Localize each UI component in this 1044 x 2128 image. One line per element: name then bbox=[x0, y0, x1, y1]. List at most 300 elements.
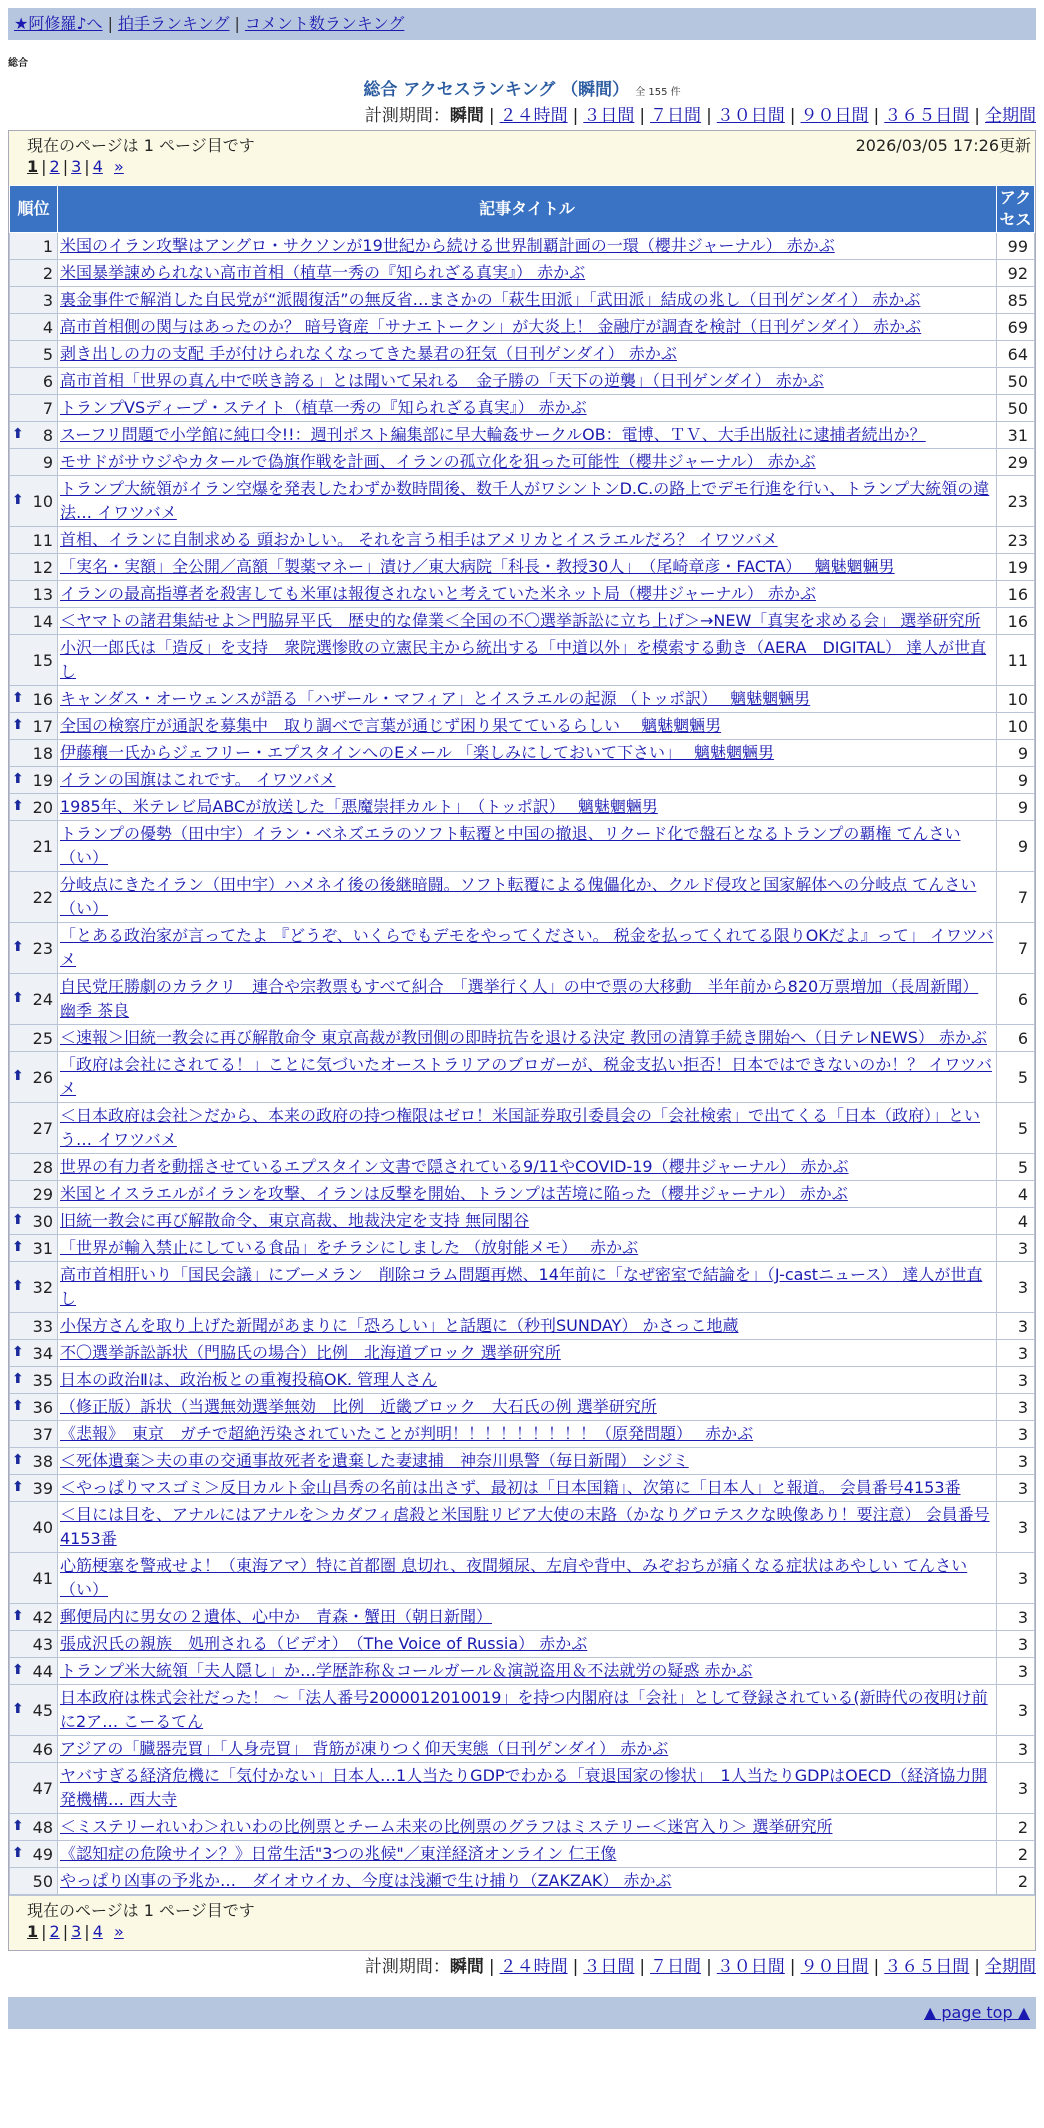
rank-number: 39 bbox=[32, 1478, 53, 1498]
pager-separator: | bbox=[62, 157, 69, 176]
article-link[interactable]: 剥き出しの力の支配 手が付けられなくなってきた暴君の狂気（日刊ゲンダイ） 赤かぶ bbox=[60, 344, 677, 363]
pager-separator: | bbox=[84, 1922, 90, 1941]
rank-number: 10 bbox=[32, 491, 53, 511]
pager-link-»[interactable]: » bbox=[113, 157, 124, 176]
pager-current-page: 1 bbox=[27, 157, 39, 176]
table-row bbox=[10, 527, 1035, 554]
title-cell bbox=[58, 1502, 997, 1553]
title-cell bbox=[58, 821, 997, 872]
article-link[interactable]: モサドがサウジやカタールで偽旗作戦を計画、イランの孤立化を狙った可能性（櫻井ジャーナル） 赤かぶ bbox=[60, 452, 816, 471]
title-cell bbox=[58, 287, 997, 314]
article-link[interactable]: トランプの優勢（田中宇）イラン・ベネズエラのソフト転覆と中国の撤退、リクード化で盤石となるトランプの覇権 てんさい（い） bbox=[60, 824, 961, 867]
pager-link-2[interactable]: 2 bbox=[49, 1922, 60, 1941]
rank-cell bbox=[10, 686, 58, 713]
article-link[interactable]: 首相、イランに自制求める 頭おかしい。 それを言う相手はアメリカとイスラエルだろ？ イワツバメ bbox=[60, 530, 778, 549]
title-cell bbox=[58, 608, 997, 635]
rank-cell bbox=[10, 713, 58, 740]
nav-separator: | bbox=[234, 14, 240, 33]
article-link[interactable]: スーフリ問題で小学館に純口令!!：週刊ポスト編集部に早大輪姦サークルOB：電博、ＴＶ、大手出版社に逮捕者続出か？ bbox=[60, 425, 926, 444]
rank-number: 4 bbox=[42, 317, 53, 337]
pager-link-3[interactable]: 3 bbox=[71, 1922, 82, 1941]
rank-number: 34 bbox=[32, 1343, 53, 1363]
article-link[interactable]: ＜日本政府は会社＞だから、本来の政府の持つ権限はゼロ！米国証券取引委員会の「会社検索」で出てくる「日本（政府）」という… イワツバメ bbox=[60, 1106, 981, 1149]
rank-cell bbox=[10, 608, 58, 635]
title-cell bbox=[58, 1631, 997, 1658]
article-link[interactable]: 日本の政治Ⅱは、政治板との重複投稿OK. 管理人さん bbox=[60, 1370, 438, 1389]
rank-number: 45 bbox=[32, 1700, 53, 1720]
period-selector bbox=[8, 104, 1036, 128]
rank-cell bbox=[10, 1052, 58, 1103]
article-link[interactable]: 自民党圧勝劇のカラクリ 連合や宗教票もすべて糾合 「選挙行く人」の中で票の大移動 半年前から820万票増加（長周新聞） 幽季 茶良 bbox=[60, 977, 979, 1020]
table-row bbox=[10, 1841, 1035, 1868]
table-row bbox=[10, 260, 1035, 287]
article-link[interactable]: 世界の有力者を動揺させているエプスタイン文書で隠されている9/11やCOVID-19（櫻井ジャーナル） 赤かぶ bbox=[60, 1157, 849, 1176]
rank-number: 35 bbox=[32, 1370, 53, 1390]
rank-cell bbox=[10, 767, 58, 794]
article-link[interactable]: トランプ大統領がイラン空爆を発表したわずか数時間後、数千人がワシントンD.C.の路上でデモ行進を行い、トランプ大統領の違法… イワツバメ bbox=[60, 479, 990, 522]
up-arrow-icon: ⬆ bbox=[12, 1845, 24, 1861]
period-link-3[interactable]: ３０日間 bbox=[716, 106, 785, 126]
pager-separator: | bbox=[41, 1922, 47, 1941]
article-link[interactable]: 米国とイスラエルがイランを攻撃、イランは反撃を開始、トランプは苦境に陥った（櫻井ジャーナル） 赤かぶ bbox=[60, 1184, 848, 1203]
article-link[interactable]: 小保方さんを取り上げた新聞があまりに「恐ろしい」と話題に（秒刊SUNDAY） かさっこ地蔵 bbox=[60, 1316, 739, 1335]
article-link[interactable]: ＜目には目を、アナルにはアナルを＞カダフィ虐殺と米国駐リビア大使の末路（かなりグロテスクな映像あり！要注意） 会員番号4153番 bbox=[60, 1505, 990, 1548]
rank-cell bbox=[10, 1421, 58, 1448]
rank-cell bbox=[10, 1553, 58, 1604]
rank-number: 33 bbox=[32, 1316, 53, 1336]
table-row bbox=[10, 1367, 1035, 1394]
page-info-bottom bbox=[9, 1895, 1035, 1950]
rank-number: 32 bbox=[32, 1277, 53, 1297]
title-cell bbox=[58, 1685, 997, 1736]
title-cell bbox=[58, 1394, 997, 1421]
title-cell bbox=[58, 1367, 997, 1394]
table-row bbox=[10, 1631, 1035, 1658]
table-row bbox=[10, 341, 1035, 368]
period-selector-bottom bbox=[8, 1955, 1036, 1979]
title-cell bbox=[58, 1475, 997, 1502]
period-separator: | bbox=[639, 106, 646, 126]
access-count: 3 bbox=[997, 1685, 1035, 1736]
updated-timestamp: 2026/03/05 17:26更新 bbox=[855, 136, 1031, 155]
access-count: 16 bbox=[997, 581, 1035, 608]
rank-number: 29 bbox=[32, 1184, 53, 1204]
rank-cell bbox=[10, 1604, 58, 1631]
rank-number: 15 bbox=[32, 650, 53, 670]
up-arrow-icon: ⬆ bbox=[12, 1278, 24, 1294]
section-label: 総合 bbox=[8, 58, 28, 69]
rank-cell bbox=[10, 1262, 58, 1313]
access-count: 3 bbox=[997, 1367, 1035, 1394]
current-page-text: 現在のページは 1 ページ目です bbox=[27, 1901, 255, 1920]
rank-cell bbox=[10, 476, 58, 527]
rank-number: 46 bbox=[32, 1739, 53, 1759]
period-link-0[interactable]: ２４時間 bbox=[499, 106, 568, 126]
title-cell bbox=[58, 1841, 997, 1868]
article-link[interactable]: ヤバすぎる経済危機に「気付かない」日本人…1人当たりGDPでわかる「衰退国家の惨状」 1人当たりGDPはOECD（経済協力開発機構… 西大寺 bbox=[60, 1766, 988, 1809]
period-link-2[interactable]: ７日間 bbox=[650, 106, 702, 126]
rank-number: 23 bbox=[32, 938, 53, 958]
access-count: 3 bbox=[997, 1421, 1035, 1448]
up-arrow-icon: ⬆ bbox=[12, 1371, 24, 1387]
title-cell bbox=[58, 1025, 997, 1052]
rank-cell bbox=[10, 368, 58, 395]
access-count: 10 bbox=[997, 713, 1035, 740]
page-top-link[interactable]: ▲ page top ▲ bbox=[923, 2003, 1030, 2022]
access-count: 3 bbox=[997, 1262, 1035, 1313]
period-separator: | bbox=[706, 1957, 712, 1977]
access-count: 3 bbox=[997, 1448, 1035, 1475]
pager-link-»[interactable]: » bbox=[113, 1922, 124, 1941]
access-count: 9 bbox=[997, 821, 1035, 872]
rank-cell bbox=[10, 233, 58, 260]
table-header-row bbox=[10, 186, 1035, 233]
title-cell bbox=[58, 554, 997, 581]
access-count: 6 bbox=[997, 1025, 1035, 1052]
table-row bbox=[10, 1604, 1035, 1631]
article-link[interactable]: トランプ米大統領「夫人隠し」か…学歴詐称＆コールガール＆演説盗用＆不法就労の疑惑 赤かぶ bbox=[60, 1661, 753, 1680]
rank-cell bbox=[10, 1208, 58, 1235]
pager-link-4[interactable]: 4 bbox=[92, 1922, 103, 1941]
rank-cell bbox=[10, 449, 58, 476]
rank-cell bbox=[10, 974, 58, 1025]
title-cell bbox=[58, 635, 997, 686]
rank-cell bbox=[10, 740, 58, 767]
pager-link-3[interactable]: 3 bbox=[71, 157, 82, 176]
access-count: 11 bbox=[997, 635, 1035, 686]
access-count: 9 bbox=[997, 767, 1035, 794]
period-link-1[interactable]: ３日間 bbox=[583, 1957, 635, 1977]
column-header-access: アクセス bbox=[997, 186, 1035, 233]
rank-number: 28 bbox=[32, 1157, 53, 1177]
footer-bar bbox=[8, 1997, 1036, 2029]
rank-number: 31 bbox=[32, 1238, 53, 1258]
article-link[interactable]: ＜死体遺棄＞夫の車の交通事故死者を遺棄した妻逮捕 神奈川県警（毎日新聞） シジミ bbox=[60, 1451, 689, 1470]
table-row bbox=[10, 368, 1035, 395]
up-arrow-icon: ⬆ bbox=[12, 1818, 24, 1834]
access-count: 3 bbox=[997, 1763, 1035, 1814]
article-link[interactable]: 旧統一教会に再び解散命令、東京高裁、地裁決定を支持 無同閣谷 bbox=[60, 1211, 530, 1230]
access-count: 9 bbox=[997, 794, 1035, 821]
title-cell bbox=[58, 740, 997, 767]
pager-separator: | bbox=[84, 157, 90, 176]
rank-number: 41 bbox=[32, 1568, 53, 1588]
period-link-6[interactable]: 全期間 bbox=[985, 106, 1036, 126]
period-label: 計測期間： bbox=[364, 1957, 450, 1977]
rank-number: 37 bbox=[32, 1424, 53, 1444]
access-count: 3 bbox=[997, 1475, 1035, 1502]
article-link[interactable]: キャンダス・オーウェンスが語る「ハザール・マフィア」とイスラエルの起源 （トッポ訳） 魑魅魍魎男 bbox=[60, 689, 811, 708]
comment-ranking-link[interactable]: コメント数ランキング bbox=[244, 14, 405, 33]
up-arrow-icon: ⬆ bbox=[12, 1068, 24, 1084]
pagination bbox=[27, 157, 124, 176]
access-count: 3 bbox=[997, 1736, 1035, 1763]
article-link[interactable]: 分岐点にきたイラン（田中宇）ハメネイ後の後継暗闘。ソフト転覆による傀儡化か、クルド侵攻と国家解体への分岐点 てんさい（い） bbox=[60, 875, 977, 918]
title-cell bbox=[58, 1448, 997, 1475]
table-row bbox=[10, 1313, 1035, 1340]
rank-number: 49 bbox=[32, 1844, 53, 1864]
table-row bbox=[10, 1235, 1035, 1262]
pager-link-2[interactable]: 2 bbox=[49, 157, 60, 176]
article-link[interactable]: ＜ミステリーれいわ＞れいわの比例票とチーム未来の比例票のグラフはミステリー＜迷宮入り＞ 選挙研究所 bbox=[60, 1817, 833, 1836]
article-link[interactable]: イランの国旗はこれです。 イワツバメ bbox=[60, 770, 336, 789]
rank-number: 43 bbox=[32, 1634, 53, 1654]
period-link-0[interactable]: ２４時間 bbox=[499, 1957, 568, 1977]
access-count: 4 bbox=[997, 1208, 1035, 1235]
rank-number: 40 bbox=[32, 1517, 53, 1537]
period-separator: | bbox=[488, 1957, 495, 1977]
title-cell bbox=[58, 923, 997, 974]
up-arrow-icon: ⬆ bbox=[12, 771, 24, 787]
up-arrow-icon: ⬆ bbox=[12, 1608, 24, 1624]
article-link[interactable]: トランプVSディープ・ステイト（植草一秀の『知られざる真実』） 赤かぶ bbox=[60, 398, 587, 417]
table-row bbox=[10, 1025, 1035, 1052]
rank-number: 16 bbox=[32, 689, 53, 709]
pager-link-4[interactable]: 4 bbox=[92, 157, 103, 176]
article-link[interactable]: 伊藤穰一氏からジェフリー・エプスタインへのEメール 「楽しみにしておいて下さい」 魑魅魍魎男 bbox=[60, 743, 775, 762]
title-cell bbox=[58, 686, 997, 713]
article-link[interactable]: 小沢一郎氏は「造反」を支持 衆院選惨敗の立憲民主から統出する「中道以外」を模索する動き（AERA DIGITAL） 達人が世直し bbox=[60, 638, 987, 681]
article-link[interactable]: （修正版）訴状（当選無効選挙無効 比例 近畿ブロック 大石氏の例 選挙研究所 bbox=[60, 1397, 657, 1416]
rank-cell bbox=[10, 1763, 58, 1814]
article-link[interactable]: 不〇選挙訴訟訴状（門脇氏の場合）比例 北海道ブロック 選挙研究所 bbox=[60, 1343, 561, 1362]
article-link[interactable]: 心筋梗塞を警戒せよ！（東海アマ）特に首都圏 息切れ、夜間頻尿、左肩や背中、みぞおちが痛くなる症状はあやしい てんさい（い） bbox=[60, 1556, 968, 1599]
rank-cell bbox=[10, 581, 58, 608]
article-link[interactable]: ＜速報＞旧統一教会に再び解散命令 東京高裁が教団側の即時抗告を退ける決定 教団の清算手続き開始へ（日テレNEWS） 赤かぶ bbox=[60, 1028, 987, 1047]
period-link-5[interactable]: ３６５日間 bbox=[884, 106, 970, 126]
rank-number: 26 bbox=[32, 1067, 53, 1087]
table-row bbox=[10, 314, 1035, 341]
table-row bbox=[10, 476, 1035, 527]
rank-cell bbox=[10, 1736, 58, 1763]
access-count: 85 bbox=[997, 287, 1035, 314]
title-cell bbox=[58, 1208, 997, 1235]
title-cell bbox=[58, 527, 997, 554]
period-current: 瞬間 bbox=[449, 1957, 484, 1977]
access-count: 3 bbox=[997, 1235, 1035, 1262]
rank-number: 42 bbox=[32, 1607, 53, 1627]
pager-separator bbox=[106, 157, 111, 176]
up-arrow-icon: ⬆ bbox=[12, 1452, 24, 1468]
article-link[interactable]: 「世界が輸入禁止にしている食品」をチラシにしました （放射能メモ） 赤かぶ bbox=[60, 1238, 639, 1257]
article-link[interactable]: イランの最高指導者を殺害しても米軍は報復されないと考えていた米ネット局（櫻井ジャーナル） 赤かぶ bbox=[60, 584, 816, 603]
table-row bbox=[10, 1553, 1035, 1604]
title-cell bbox=[58, 1763, 997, 1814]
article-link[interactable]: 《認知症の危険サイン？》日常生活"3つの兆候"／東洋経済オンライン 仁王像 bbox=[60, 1844, 617, 1863]
period-separator: | bbox=[974, 1957, 980, 1977]
rank-cell bbox=[10, 635, 58, 686]
rank-number: 3 bbox=[42, 290, 53, 310]
applause-ranking-link[interactable]: 拍手ランキング bbox=[117, 14, 230, 33]
article-link[interactable]: 郵便局内に男女の２遺体、心中か 青森・蟹田（朝日新聞） bbox=[60, 1607, 493, 1626]
article-link[interactable]: 張成沢氏の親族 処刑される（ビデオ） （The Voice of Russia） 赤かぶ bbox=[60, 1634, 588, 1653]
article-link[interactable]: 「実名・実額」全公開／高額「製薬マネー」漬け／東大病院「科長・教授30人」 （尾崎章彦・FACTA） 魑魅魍魎男 bbox=[60, 557, 895, 576]
rank-number: 9 bbox=[42, 452, 53, 472]
period-link-2[interactable]: ７日間 bbox=[650, 1957, 702, 1977]
access-count: 19 bbox=[997, 554, 1035, 581]
table-row bbox=[10, 1658, 1035, 1685]
article-link[interactable]: 日本政府は株式会社だった！ ～「法人番号2000012010019」を持つ内閣府は「会社」として登録されている(新時代の夜明け前に2ア… こーるてん bbox=[60, 1688, 988, 1731]
up-arrow-icon: ⬆ bbox=[12, 990, 24, 1006]
period-separator: | bbox=[974, 106, 980, 126]
access-count: 3 bbox=[997, 1658, 1035, 1685]
item-count: 全 155 件 bbox=[635, 87, 681, 98]
period-link-3[interactable]: ３０日間 bbox=[716, 1957, 785, 1977]
table-row bbox=[10, 1103, 1035, 1154]
access-count: 2 bbox=[997, 1814, 1035, 1841]
up-arrow-icon: ⬆ bbox=[12, 690, 24, 706]
access-count: 50 bbox=[997, 368, 1035, 395]
rank-cell bbox=[10, 1154, 58, 1181]
up-arrow-icon: ⬆ bbox=[12, 1344, 24, 1360]
period-link-5[interactable]: ３６５日間 bbox=[884, 1957, 970, 1977]
access-count: 3 bbox=[997, 1604, 1035, 1631]
rank-cell bbox=[10, 1475, 58, 1502]
rank-number: 36 bbox=[32, 1397, 53, 1417]
rank-cell bbox=[10, 872, 58, 923]
article-link[interactable]: 「とある政治家が言ってたよ 『どうぞ、いくらでもデモをやってください。 税金を払ってくれてる限りOKだよ』って」 イワツバメ bbox=[60, 926, 994, 969]
title-cell bbox=[58, 449, 997, 476]
rank-number: 11 bbox=[32, 530, 53, 550]
title-cell bbox=[58, 974, 997, 1025]
period-link-6[interactable]: 全期間 bbox=[985, 1957, 1036, 1977]
pager-separator bbox=[106, 1922, 111, 1941]
table-row bbox=[10, 1448, 1035, 1475]
table-row bbox=[10, 1262, 1035, 1313]
rank-number: 12 bbox=[32, 557, 53, 577]
rank-number: 18 bbox=[32, 743, 53, 763]
access-count: 2 bbox=[997, 1841, 1035, 1868]
article-link[interactable]: 全国の検察庁が通訳を募集中 取り調べで言葉が通じず困り果てているらしい 魑魅魍魎男 bbox=[60, 716, 722, 735]
period-separator: | bbox=[789, 1957, 796, 1977]
title-cell bbox=[58, 1262, 997, 1313]
period-separator: | bbox=[488, 106, 495, 126]
rank-cell bbox=[10, 1658, 58, 1685]
article-link[interactable]: アジアの「臓器売買」「人身売買」 背筋が凍りつく仰天実態（日刊ゲンダイ） 赤かぶ bbox=[60, 1739, 669, 1758]
rank-number: 24 bbox=[32, 989, 53, 1009]
table-row bbox=[10, 821, 1035, 872]
table-row bbox=[10, 1814, 1035, 1841]
article-link[interactable]: やっぱり凶事の予兆か… ダイオウイカ、今度は浅瀬で生け捕り（ZAKZAK） 赤かぶ bbox=[60, 1871, 672, 1890]
table-row bbox=[10, 1052, 1035, 1103]
article-link[interactable]: ＜ヤマトの諸君集結せよ＞門脇昇平氏 歴史的な偉業＜全国の不〇選挙訴訟に立ち上げ＞→NEW「真実を求める会」 選挙研究所 bbox=[60, 611, 981, 630]
rank-number: 8 bbox=[42, 425, 53, 445]
up-arrow-icon: ⬆ bbox=[12, 1662, 24, 1678]
title-cell bbox=[58, 1154, 997, 1181]
rank-cell bbox=[10, 1340, 58, 1367]
home-link[interactable]: ★阿修羅♪へ bbox=[14, 14, 103, 33]
access-count: 64 bbox=[997, 341, 1035, 368]
rank-number: 22 bbox=[32, 887, 53, 907]
title-cell bbox=[58, 341, 997, 368]
table-row bbox=[10, 1475, 1035, 1502]
period-separator: | bbox=[572, 106, 579, 126]
article-link[interactable]: 「政府は会社にされてる！」ことに気づいたオーストラリアのブロガーが、税金支払い拒否！日本ではできないのか！？ イワツバメ bbox=[60, 1055, 992, 1098]
rank-cell bbox=[10, 1685, 58, 1736]
ranking-table bbox=[9, 185, 1035, 1895]
rank-cell bbox=[10, 1841, 58, 1868]
rank-number: 21 bbox=[32, 836, 53, 856]
rank-cell bbox=[10, 794, 58, 821]
article-link[interactable]: 高市首相「世界の真ん中で咲き誇る」とは聞いて呆れる 金子勝の「天下の逆襲」（日刊ゲンダイ） 赤かぶ bbox=[60, 371, 824, 390]
pager-current-page: 1 bbox=[27, 1922, 39, 1941]
table-row bbox=[10, 1421, 1035, 1448]
access-count: 10 bbox=[997, 686, 1035, 713]
rank-number: 7 bbox=[42, 398, 53, 418]
article-link[interactable]: 米国のイラン攻撃はアングロ・サクソンが19世紀から続ける世界制覇計画の一環（櫻井ジャーナル） 赤かぶ bbox=[60, 236, 835, 255]
table-row bbox=[10, 1394, 1035, 1421]
table-row bbox=[10, 1154, 1035, 1181]
access-count: 69 bbox=[997, 314, 1035, 341]
table-row bbox=[10, 422, 1035, 449]
article-link[interactable]: 高市首相側の関与はあったのか？ 暗号資産「サナエトークン」が大炎上！ 金融庁が調査を検討（日刊ゲンダイ） 赤かぶ bbox=[60, 317, 922, 336]
rank-cell bbox=[10, 395, 58, 422]
access-count: 5 bbox=[997, 1103, 1035, 1154]
access-count: 3 bbox=[997, 1553, 1035, 1604]
access-count: 7 bbox=[997, 872, 1035, 923]
access-count: 6 bbox=[997, 974, 1035, 1025]
table-row bbox=[10, 287, 1035, 314]
table-row bbox=[10, 554, 1035, 581]
column-header-rank: 順位 bbox=[10, 186, 58, 233]
article-link[interactable]: 裏金事件で解消した自民党が“派閥復活”の無反省…まさかの「萩生田派」「武田派」結成の兆し（日刊ゲンダイ） 赤かぶ bbox=[60, 290, 921, 309]
rank-cell bbox=[10, 1631, 58, 1658]
rank-cell bbox=[10, 287, 58, 314]
title-cell bbox=[58, 1421, 997, 1448]
article-link[interactable]: 《悲報》 東京 ガチで超絶汚染されていたことが判明！！！！！！！！！（原発問題） 赤かぶ bbox=[60, 1424, 754, 1443]
article-link[interactable]: 高市首相肝いり「国民会議」にブーメラン 削除コラム問題再燃、14年前に「なぜ密室で結論を」（J-castニュース） 達人が世直し bbox=[60, 1265, 983, 1308]
up-arrow-icon: ⬆ bbox=[12, 1239, 24, 1255]
up-arrow-icon: ⬆ bbox=[12, 492, 24, 508]
access-count: 50 bbox=[997, 395, 1035, 422]
article-link[interactable]: ＜やっぱりマスゴミ＞反日カルト金山昌秀の名前は出さず、最初は「日本国籍」、次第に「日本人」と報道。 会員番号4153番 bbox=[60, 1478, 961, 1497]
title-cell bbox=[58, 767, 997, 794]
title-cell bbox=[58, 1103, 997, 1154]
column-header-title: 記事タイトル bbox=[58, 186, 997, 233]
rank-number: 5 bbox=[42, 344, 53, 364]
rank-number: 20 bbox=[32, 797, 53, 817]
title-cell bbox=[58, 1736, 997, 1763]
ranking-box bbox=[8, 130, 1036, 1951]
article-link[interactable]: 1985年、米テレビ局ABCが放送した「悪魔崇拝カルト」 （トッポ訳） 魑魅魍魎男 bbox=[60, 797, 658, 816]
access-count: 3 bbox=[997, 1394, 1035, 1421]
table-row bbox=[10, 1763, 1035, 1814]
table-row bbox=[10, 1208, 1035, 1235]
period-link-4[interactable]: ９０日間 bbox=[800, 1957, 869, 1977]
period-link-4[interactable]: ９０日間 bbox=[800, 106, 869, 126]
access-count: 99 bbox=[997, 233, 1035, 260]
period-separator: | bbox=[572, 1957, 579, 1977]
rank-number: 50 bbox=[32, 1871, 53, 1891]
table-row bbox=[10, 872, 1035, 923]
table-row bbox=[10, 740, 1035, 767]
ranking-table-body bbox=[10, 233, 1035, 1895]
title-cell bbox=[58, 368, 997, 395]
title-cell bbox=[58, 1814, 997, 1841]
title-cell bbox=[58, 233, 997, 260]
table-row bbox=[10, 1685, 1035, 1736]
access-count: 3 bbox=[997, 1502, 1035, 1553]
rank-cell bbox=[10, 314, 58, 341]
table-row bbox=[10, 713, 1035, 740]
access-count: 3 bbox=[997, 1340, 1035, 1367]
rank-cell bbox=[10, 422, 58, 449]
table-row bbox=[10, 794, 1035, 821]
period-link-1[interactable]: ３日間 bbox=[583, 106, 635, 126]
period-label: 計測期間： bbox=[364, 106, 450, 126]
article-link[interactable]: 米国暴挙諌められない高市首相（植草一秀の『知られざる真実』） 赤かぶ bbox=[60, 263, 586, 282]
table-row bbox=[10, 686, 1035, 713]
